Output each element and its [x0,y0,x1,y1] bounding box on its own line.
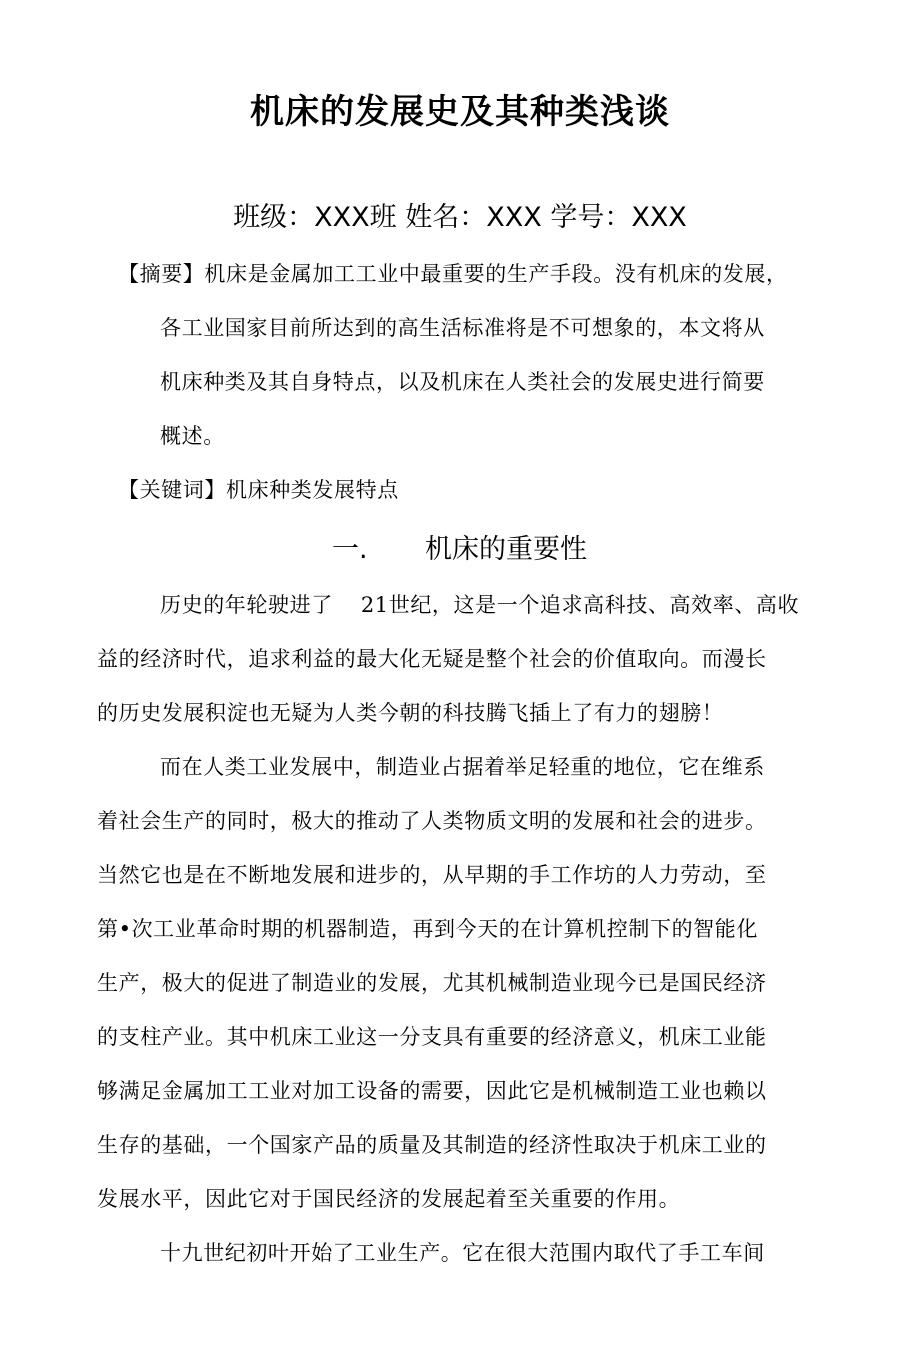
paragraph-line: 生存的基础，一个国家产品的质量及其制造的经济性取决于机床工业的 [97,1133,767,1157]
paragraph-line-part: 21世纪，这是一个追求高科技、高效率、高收 [360,593,800,617]
paragraph-line: 当然它也是在不断地发展和进步的，从早期的手工作坊的人力劳动，至 [97,863,767,887]
abstract-line: 【摘要】机床是金属加工工业中最重要的生产手段。没有机床的发展， [118,262,788,286]
paragraph-line: 而在人类工业发展中，制造业占据着举足轻重的地位，它在维系 [160,755,765,779]
author-line: 班级：XXX班 姓名：XXX 学号：XXX [233,202,687,233]
abstract-line: 各工业国家目前所达到的高生活标准将是不可想象的，本文将从 [160,316,765,340]
paragraph-line-part: 历史的年轮驶进了 [160,593,333,617]
paragraph-line [160,588,799,622]
paragraph-line: 第•次工业革命时期的机器制造，再到今天的在计算机控制下的智能化 [97,917,758,941]
paragraph-line: 的支柱产业。其中机床工业这一分支具有重要的经济意义，机床工业能 [97,1025,767,1049]
section-number: 一. [332,534,368,565]
paragraph-line: 益的经济时代，追求利益的最大化无疑是整个社会的价值取向。而漫长 [97,647,767,671]
paragraph-line: 发展水平，因此它对于国民经济的发展起着至关重要的作用。 [97,1187,681,1211]
paragraph-line: 够满足金属加工工业对加工设备的需要，因此它是机械制造工业也赖以 [97,1079,767,1103]
paragraph-line: 生产，极大的促进了制造业的发展，尤其机械制造业现今已是国民经济 [97,971,767,995]
document-title: 机床的发展史及其种类浅谈 [250,92,670,132]
paragraph-line: 十九世纪初叶开始了工业生产。它在很大范围内取代了手工车间 [160,1241,765,1265]
section-title: 机床的重要性 [425,534,587,565]
abstract-line: 概述。 [160,424,225,448]
abstract-line: 机床种类及其自身特点，以及机床在人类社会的发展史进行简要 [160,370,765,394]
paragraph-line: 着社会生产的同时，极大的推动了人类物质文明的发展和社会的进步。 [97,809,767,833]
paragraph-line: 的历史发展积淀也无疑为人类今朝的科技腾飞插上了有力的翅膀！ [97,701,724,725]
keywords-line: 【关键词】机床种类发展特点 [118,478,399,502]
